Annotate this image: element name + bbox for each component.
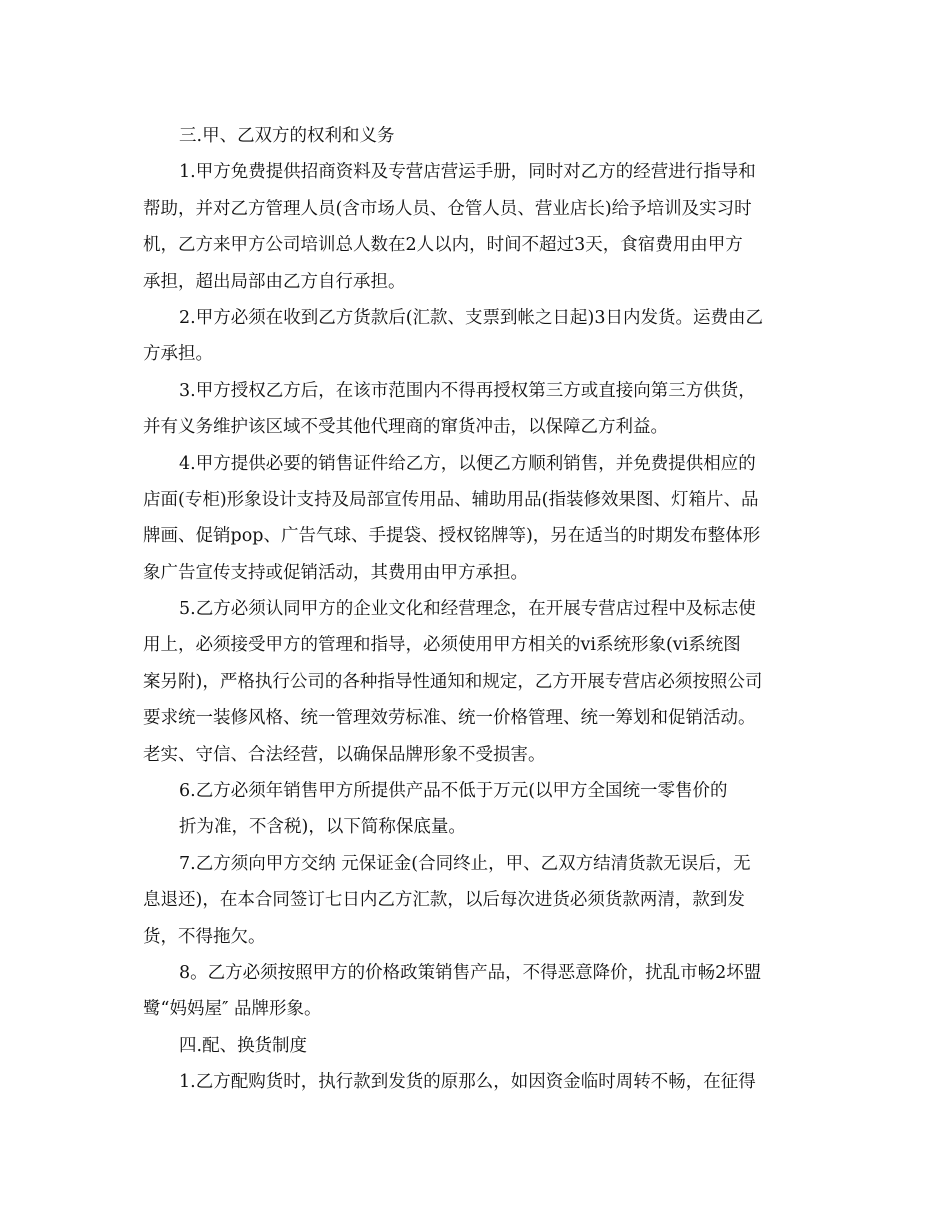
clause-5-line-2: 用上，必须接受甲方的管理和指导，必须使用甲方相关的vi系统形象(vi系统图 <box>143 635 741 656</box>
clause-7-line-1: 7.乙方须向甲方交纳 元保证金(合同终止，甲、乙双方结清货款无误后，无 <box>179 853 751 874</box>
clause-5-line-3: 案另附)，严格执行公司的各种指导性通知和规定，乙方开展专营店必须按照公司 <box>143 671 763 692</box>
clause-1-line-3: 机，乙方来甲方公司培训总人数在2人以内，时间不超过3天，食宿费用由甲方 <box>143 235 743 256</box>
section-heading-exchange: 四.配、换货制度 <box>179 1035 308 1056</box>
clause-2-line-1: 2.甲方必须在收到乙方货款后(汇款、支票到帐之日起)3日内发货。运费由乙 <box>179 307 763 328</box>
clause-4-line-4: 象广告宣传支持或促销活动，其费用由甲方承担。 <box>143 562 528 583</box>
clause-1-line-4: 承担，超出局部由乙方自行承担。 <box>143 271 406 292</box>
clause-5-line-5: 老实、守信、合法经营，以确保品牌形象不受损害。 <box>143 744 546 765</box>
exchange-clause-1-line-1: 1.乙方配购货时，执行款到发货的原那么，如因资金临时周转不畅，在征得 <box>179 1072 756 1093</box>
clause-3-line-2: 并有义务维护该区域不受其他代理商的窜货冲击，以保障乙方利益。 <box>143 417 668 438</box>
clause-3-line-1: 3.甲方授权乙方后，在该市范围内不得再授权第三方或直接向第三方供货， <box>179 380 756 401</box>
clause-4-line-2: 店面(专柜)形象设计支持及局部宣传用品、辅助用品(指装修效果图、灯箱片、品 <box>143 489 759 510</box>
clause-5-line-4: 要求统一装修风格、统一管理效劳标准、统一价格管理、统一筹划和促销活动。 <box>143 708 756 729</box>
clause-8-line-1: 8。乙方必须按照甲方的价格政策销售产品，不得恶意降价，扰乱市畅2坏盟 <box>179 962 762 983</box>
clause-7-line-3: 货，不得拖欠。 <box>143 926 266 947</box>
clause-4-line-3: 牌画、促销pop、广告气球、手提袋、授权铭牌等)，另在适当的时期发布整体形 <box>143 526 761 547</box>
clause-7-line-2: 息退还)，在本合同签订七日内乙方汇款，以后每次进货必须货款两清，款到发 <box>143 890 745 911</box>
clause-6-line-2: 折为准，不含税)，以下简称保底量。 <box>179 817 466 838</box>
clause-5-line-1: 5.乙方必须认同甲方的企业文化和经营理念，在开展专营店过程中及标志使 <box>179 599 756 620</box>
clause-1-line-1: 1.甲方免费提供招商资料及专营店营运手册，同时对乙方的经营进行指导和 <box>179 162 756 183</box>
document-body <box>143 118 823 1101</box>
clause-2-line-2: 方承担。 <box>143 344 213 365</box>
clause-8-line-2: 鹭“妈妈屋″ 品牌形象。 <box>143 999 322 1020</box>
section-heading-rights: 三.甲、乙双方的权利和义务 <box>179 126 395 146</box>
clause-1-line-2: 帮助，并对乙方管理人员(含市场人员、仓管人员、营业店长)给予培训及实习时 <box>143 198 752 219</box>
clause-6-line-1: 6.乙方必须年销售甲方所提供产品不低于万元(以甲方全国统一零售价的 <box>179 781 728 802</box>
clause-4-line-1: 4.甲方提供必要的销售证件给乙方，以便乙方顺利销售，并免费提供相应的 <box>179 453 756 474</box>
